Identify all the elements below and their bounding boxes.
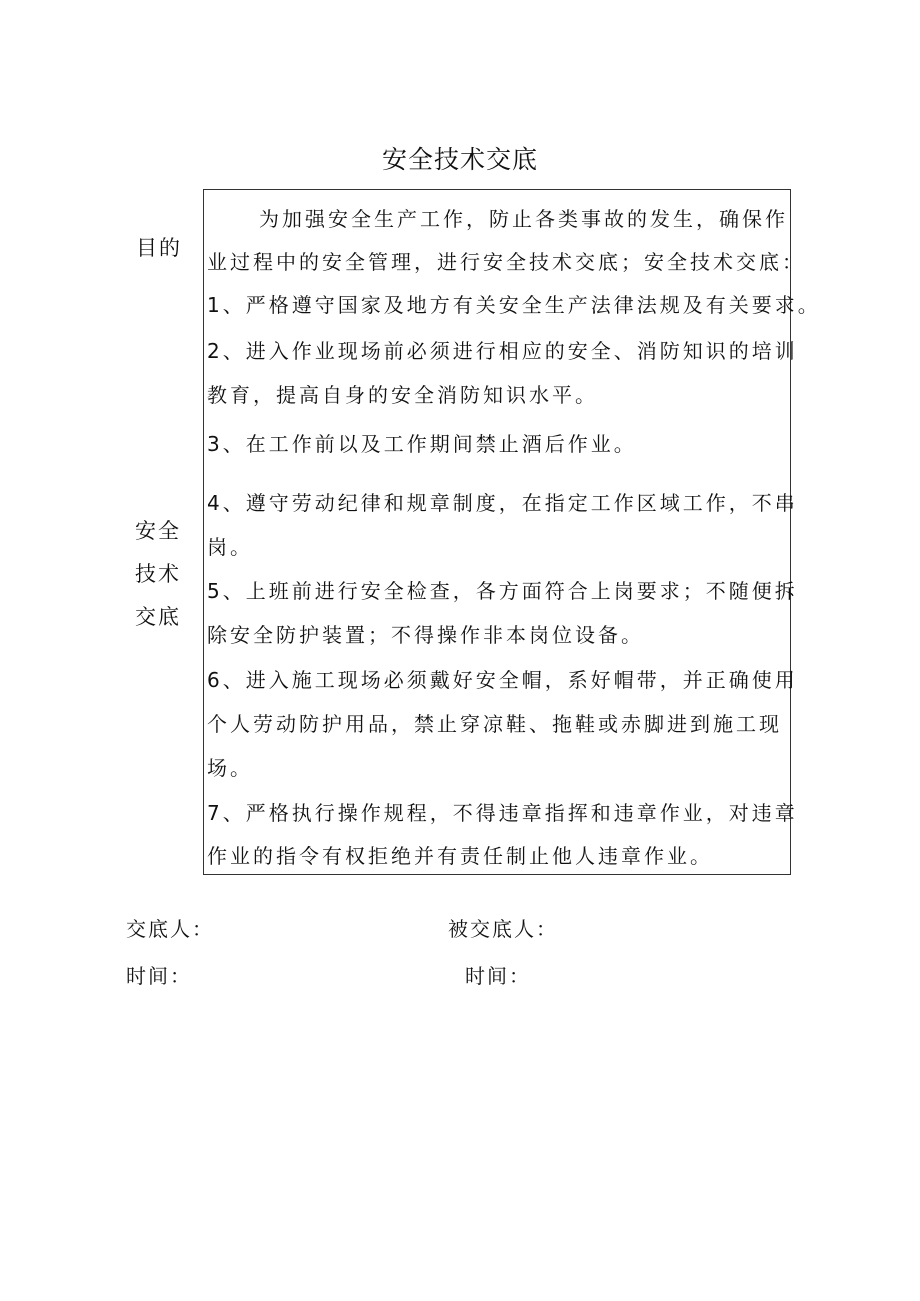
content-line: 1、严格遵守国家及地方有关安全生产法律法规及有关要求。 [207, 293, 821, 317]
presenter-label: 交底人： [126, 917, 214, 941]
safety-label-line: 技术 [135, 562, 181, 586]
content-line: 3、在工作前以及工作期间禁止酒后作业。 [207, 432, 637, 456]
content-line: 4、遵守劳动纪律和规章制度，在指定工作区域工作，不串 [207, 491, 798, 515]
content-line: 作业的指令有权拒绝并有责任制止他人违章作业。 [207, 844, 713, 868]
content-line: 2、进入作业现场前必须进行相应的安全、消防知识的培训 [207, 339, 798, 363]
content-line: 7、严格执行操作规程，不得违章指挥和违章作业，对违章 [207, 801, 798, 825]
content-line: 6、进入施工现场必须戴好安全帽，系好帽带，并正确使用 [207, 668, 798, 692]
content-line: 场。 [207, 756, 253, 780]
purpose-label: 目的 [136, 236, 182, 260]
document-title: 安全技术交底 [381, 145, 538, 174]
recipient-label: 被交底人： [448, 917, 558, 941]
time-label-right: 时间： [465, 964, 531, 988]
content-line: 个人劳动防护用品，禁止穿凉鞋、拖鞋或赤脚进到施工现 [207, 712, 782, 736]
content-line: 5、上班前进行安全检查，各方面符合上岗要求；不随便拆 [207, 579, 798, 603]
safety-label-line: 安全 [135, 519, 181, 543]
content-line: 教育，提高自身的安全消防知识水平。 [207, 383, 598, 407]
safety-label-line: 交底 [135, 605, 181, 629]
content-line: 除安全防护装置；不得操作非本岗位设备。 [207, 623, 644, 647]
time-label-left: 时间： [126, 964, 192, 988]
content-box [203, 189, 821, 875]
content-line: 为加强安全生产工作，防止各类事故的发生，确保作 [259, 207, 788, 231]
safety-label [135, 510, 181, 639]
content-line: 业过程中的安全管理，进行安全技术交底；安全技术交底： [207, 250, 805, 274]
content-line: 岗。 [207, 535, 253, 559]
